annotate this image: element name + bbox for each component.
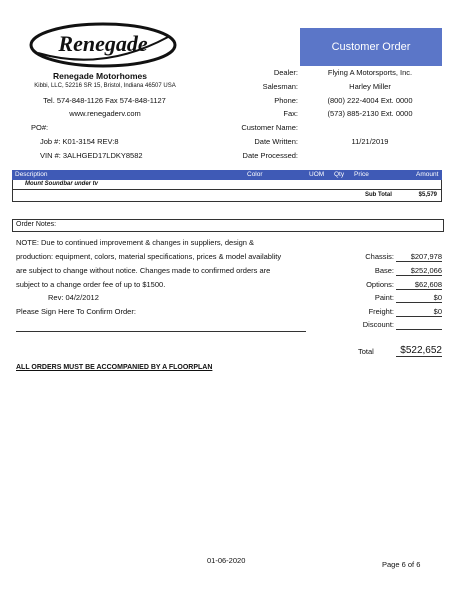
job-number: Job #: K01-3154 REV:8: [40, 137, 119, 146]
col-color: Color: [247, 171, 263, 178]
date-written-label: Date Written:: [254, 137, 298, 146]
base-value: $252,066: [396, 266, 442, 276]
fax-value: (573) 885-2130 Ext. 0000: [327, 109, 413, 118]
chassis-label: Chassis:: [365, 252, 394, 261]
paint-value: $0: [396, 293, 442, 303]
po-label: PO#:: [31, 123, 49, 132]
revision-date: Rev: 04/2/2012: [48, 293, 99, 302]
dealer-value: Flying A Motorsports, Inc.: [327, 68, 413, 77]
date-processed-label: Date Processed:: [242, 151, 298, 160]
company-website: www.renegaderv.com: [69, 109, 141, 118]
logo-text: Renegade: [58, 31, 148, 56]
order-notes-label: Order Notes:: [16, 221, 57, 228]
sign-instruction: Please Sign Here To Confirm Order:: [16, 307, 136, 316]
signature-line: [16, 331, 306, 332]
col-description: Description: [15, 171, 48, 178]
phone-label: Phone:: [274, 96, 298, 105]
company-name: Renegade Motorhomes: [53, 71, 147, 81]
fax-label: Fax:: [283, 109, 298, 118]
renegade-logo: [28, 20, 178, 70]
item-description: Mount Soundbar under tv: [25, 181, 98, 187]
order-notes-box: [12, 219, 444, 232]
subtotal-value: $5,579: [418, 192, 437, 198]
discount-value: [396, 320, 442, 330]
note-line-2: production: equipment, colors, material specifications, prices & model availablity: [16, 252, 282, 261]
col-price: Price: [354, 171, 369, 178]
freight-value: $0: [396, 307, 442, 317]
note-line-3: are subject to change without notice. Changes made to confirmed orders are: [16, 266, 271, 275]
col-qty: Qty: [334, 171, 345, 178]
phone-value: (800) 222-4004 Ext. 0000: [327, 96, 413, 105]
footer-date: 01-06-2020: [207, 556, 246, 565]
table-header: [12, 170, 442, 180]
col-amount: Amount: [416, 171, 439, 178]
total-value: $522,652: [396, 345, 442, 357]
table-row: [12, 180, 442, 190]
options-value: $62,608: [396, 280, 442, 290]
col-uom: UOM: [309, 171, 325, 178]
note-line-4: subject to a change order fee of up to $1500.: [16, 280, 166, 289]
note-line-1: NOTE: Due to continued improvement & changes in suppliers, design &: [16, 238, 255, 247]
date-written-value: 11/21/2019: [351, 137, 389, 146]
subtotal-row: [12, 190, 442, 202]
salesman-value: Harley Miller: [349, 82, 391, 91]
company-address: Kibbi, LLC, 52216 SR 15, Bristol, Indiana 46507 USA: [34, 83, 176, 89]
salesman-label: Salesman:: [262, 82, 298, 91]
customer-order-banner: Customer Order: [300, 28, 442, 66]
customer-name-label: Customer Name:: [241, 123, 298, 132]
paint-label: Paint:: [374, 293, 394, 302]
dealer-label: Dealer:: [273, 68, 298, 77]
floorplan-notice: ALL ORDERS MUST BE ACCOMPANIED BY A FLOORPLAN: [16, 364, 213, 371]
company-phone: Tel. 574-848-1126 Fax 574-848-1127: [43, 96, 166, 105]
chassis-value: $207,978: [396, 252, 442, 262]
options-label: Options:: [366, 280, 394, 289]
freight-label: Freight:: [368, 307, 394, 316]
vin-number: VIN #: 3ALHGED17LDKY8582: [40, 151, 143, 160]
page-number: Page 6 of 6: [382, 560, 421, 569]
discount-label: Discount:: [362, 320, 394, 329]
base-label: Base:: [374, 266, 394, 275]
subtotal-label: Sub Total: [365, 192, 392, 198]
total-label: Total: [358, 347, 374, 356]
